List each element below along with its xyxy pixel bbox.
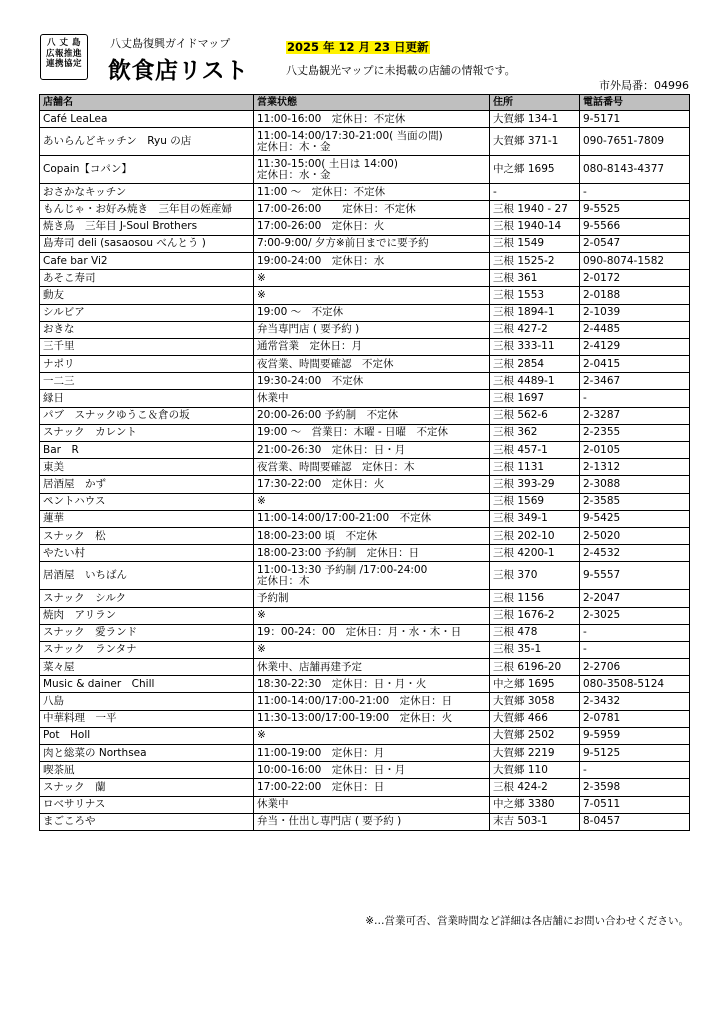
table-row xyxy=(40,693,690,710)
cell-address: 中之郷 1695 xyxy=(490,156,580,184)
cell-phone: 080-8143-4377 xyxy=(580,156,690,184)
cell-phone: 2-0105 xyxy=(580,442,690,459)
cell-store-name: スナック 愛ランド xyxy=(40,624,254,641)
cell-status: 11:00-14:00/17:00-21:00 不定休 xyxy=(254,510,490,527)
cell-store-name: Bar R xyxy=(40,442,254,459)
cell-phone: 2-0415 xyxy=(580,356,690,373)
cell-address: 大賀郷 110 xyxy=(490,762,580,779)
cell-store-name: やたい村 xyxy=(40,545,254,562)
cell-phone: 2-5020 xyxy=(580,527,690,544)
cell-store-name: あそこ寿司 xyxy=(40,270,254,287)
cell-status: 19:00-24:00 定休日：水 xyxy=(254,252,490,269)
cell-status: ※ xyxy=(254,287,490,304)
cell-store-name: 蓮華 xyxy=(40,510,254,527)
table-row xyxy=(40,476,690,493)
table-row xyxy=(40,710,690,727)
badge-line: 広報推進 xyxy=(45,48,82,59)
table-row xyxy=(40,745,690,762)
cell-phone: 2-3598 xyxy=(580,779,690,796)
cell-address: 三根 424-2 xyxy=(490,779,580,796)
cell-phone: 2-1312 xyxy=(580,459,690,476)
cell-phone: 2-0172 xyxy=(580,270,690,287)
cell-status: 11:00-19:00 定休日：月 xyxy=(254,745,490,762)
cell-store-name: 居酒屋 いちばん xyxy=(40,562,254,590)
cell-phone: 090-8074-1582 xyxy=(580,252,690,269)
table-header-row xyxy=(40,95,690,111)
badge-line: 連携協定 xyxy=(45,59,82,69)
cell-status: 11:00 ～ 定休日：不定休 xyxy=(254,184,490,201)
cell-status: 19：00-24：00 定休日：月・水・木・日 xyxy=(254,624,490,641)
header-status: 営業状態 xyxy=(254,95,490,111)
table-row xyxy=(40,676,690,693)
cell-address: 三根 393-29 xyxy=(490,476,580,493)
cell-phone: 2-4485 xyxy=(580,321,690,338)
cell-status: 7:00-9:00/ 夕方※前日までに要予約 xyxy=(254,235,490,252)
cell-status: ※ xyxy=(254,727,490,744)
cell-address: 三根 562-6 xyxy=(490,407,580,424)
cell-store-name: 動友 xyxy=(40,287,254,304)
cell-address: 大賀郷 3058 xyxy=(490,693,580,710)
cell-address: 三根 349-1 xyxy=(490,510,580,527)
cell-address: 三根 6196-20 xyxy=(490,659,580,676)
cell-status: 18:00-23:00 頃 不定休 xyxy=(254,527,490,544)
cell-store-name: ロベサリナス xyxy=(40,796,254,813)
table-row xyxy=(40,459,690,476)
cell-store-name: 焼き鳥 三年目 J-Soul Brothers xyxy=(40,218,254,235)
cell-store-name: スナック 蘭 xyxy=(40,779,254,796)
page-title: 飲食店リスト xyxy=(108,58,249,84)
cell-store-name: 東美 xyxy=(40,459,254,476)
cell-phone: 9-5425 xyxy=(580,510,690,527)
cell-phone: 2-4129 xyxy=(580,338,690,355)
cell-status: 11:00-13:30 予約制 /17:00-24:00 定休日：木 xyxy=(254,562,490,590)
cell-phone: - xyxy=(580,184,690,201)
table-row xyxy=(40,813,690,830)
cell-status: 11:00-14:00/17:00-21:00 定休日：日 xyxy=(254,693,490,710)
table-row xyxy=(40,796,690,813)
cell-address: 三根 1553 xyxy=(490,287,580,304)
cell-address: 中之郷 1695 xyxy=(490,676,580,693)
cell-store-name: 居酒屋 かず xyxy=(40,476,254,493)
cell-phone: 080-3508-5124 xyxy=(580,676,690,693)
table-row xyxy=(40,779,690,796)
cell-address: 三根 1676-2 xyxy=(490,607,580,624)
cell-store-name: 中華料理 一平 xyxy=(40,710,254,727)
cell-store-name: あいらんどキッチン Ryu の店 xyxy=(40,128,254,156)
table-row xyxy=(40,304,690,321)
cell-address: 三根 1525-2 xyxy=(490,252,580,269)
cell-phone: 9-5171 xyxy=(580,111,690,128)
cell-phone: 2-3287 xyxy=(580,407,690,424)
cell-status: 18:30-22:30 定休日：日・月・火 xyxy=(254,676,490,693)
cell-phone: 2-0188 xyxy=(580,287,690,304)
cell-store-name: 肉と総菜の Northsea xyxy=(40,745,254,762)
table-row xyxy=(40,493,690,510)
header-store-name: 店舗名 xyxy=(40,95,254,111)
table-row xyxy=(40,201,690,218)
cell-store-name: Copain【コパン】 xyxy=(40,156,254,184)
cell-status: 17:00-26:00 定休日：不定休 xyxy=(254,201,490,218)
cell-phone: 8-0457 xyxy=(580,813,690,830)
cell-phone: 9-5525 xyxy=(580,201,690,218)
cell-store-name: まごころや xyxy=(40,813,254,830)
cell-status: 19:30-24:00 不定休 xyxy=(254,373,490,390)
table-row xyxy=(40,607,690,624)
cell-store-name: 一二三 xyxy=(40,373,254,390)
cell-store-name: 菜々屋 xyxy=(40,659,254,676)
cell-status: 11:00-16:00 定休日：不定休 xyxy=(254,111,490,128)
cell-status: 17:00-22:00 定休日：日 xyxy=(254,779,490,796)
cell-store-name: パブ スナックゆうこ＆倉の坂 xyxy=(40,407,254,424)
table-row xyxy=(40,356,690,373)
cell-phone: - xyxy=(580,390,690,407)
cell-phone: 9-5125 xyxy=(580,745,690,762)
cell-store-name: ペントハウス xyxy=(40,493,254,510)
table-row xyxy=(40,128,690,156)
cell-phone: - xyxy=(580,641,690,658)
cell-status: ※ xyxy=(254,270,490,287)
table-row xyxy=(40,510,690,527)
cell-store-name: Café LeaLea xyxy=(40,111,254,128)
cell-status: 10:00-16:00 定休日：日・月 xyxy=(254,762,490,779)
table-row xyxy=(40,762,690,779)
table-row xyxy=(40,727,690,744)
cell-address: 三根 35-1 xyxy=(490,641,580,658)
cell-store-name: ナポリ xyxy=(40,356,254,373)
table-row xyxy=(40,590,690,607)
cell-address: 三根 1697 xyxy=(490,390,580,407)
table-row xyxy=(40,545,690,562)
cell-address: 三根 1894-1 xyxy=(490,304,580,321)
table-row xyxy=(40,218,690,235)
cell-store-name: スナック 松 xyxy=(40,527,254,544)
table-row xyxy=(40,235,690,252)
footnote: ※…営業可否、営業時間など詳細は各店舗にお問い合わせください。 xyxy=(365,915,689,927)
cell-phone: - xyxy=(580,624,690,641)
cell-store-name: スナック カレント xyxy=(40,424,254,441)
cell-store-name: Music & dainer Chill xyxy=(40,676,254,693)
agreement-badge xyxy=(40,34,88,80)
table-row xyxy=(40,321,690,338)
cell-status: 夜営業、時間要確認 不定休 xyxy=(254,356,490,373)
cell-store-name: 三千里 xyxy=(40,338,254,355)
header-address: 住所 xyxy=(490,95,580,111)
area-code: 市外局番：04996 xyxy=(599,79,689,92)
update-date: 2025 年 12 月 23 日更新 xyxy=(287,40,429,54)
cell-address: 三根 457-1 xyxy=(490,442,580,459)
table-row xyxy=(40,338,690,355)
cell-store-name: 島寿司 deli (sasaosou べんとう ) xyxy=(40,235,254,252)
cell-phone: 2-0547 xyxy=(580,235,690,252)
cell-address: 三根 2854 xyxy=(490,356,580,373)
cell-phone: 2-3467 xyxy=(580,373,690,390)
cell-status: 11:00-14:00/17:30-21:00( 当面の間) 定休日：木・金 xyxy=(254,128,490,156)
cell-status: 18:00-23:00 予約制 定休日：日 xyxy=(254,545,490,562)
cell-store-name: 喫茶凪 xyxy=(40,762,254,779)
cell-status: ※ xyxy=(254,493,490,510)
cell-phone: 2-0781 xyxy=(580,710,690,727)
cell-address: 大賀郷 466 xyxy=(490,710,580,727)
table-row xyxy=(40,527,690,544)
cell-address: 大賀郷 134-1 xyxy=(490,111,580,128)
cell-address: 三根 361 xyxy=(490,270,580,287)
cell-status: 予約制 xyxy=(254,590,490,607)
cell-address: 三根 1549 xyxy=(490,235,580,252)
cell-phone: 2-3088 xyxy=(580,476,690,493)
cell-phone: 2-2355 xyxy=(580,424,690,441)
cell-store-name: スナック シルク xyxy=(40,590,254,607)
cell-status: 弁当専門店 ( 要予約 ) xyxy=(254,321,490,338)
cell-address: 三根 4200-1 xyxy=(490,545,580,562)
cell-status: 通常営業 定休日：月 xyxy=(254,338,490,355)
table-row xyxy=(40,156,690,184)
cell-status: 夜営業、時間要確認 定休日：木 xyxy=(254,459,490,476)
cell-status: 弁当・仕出し専門店 ( 要予約 ) xyxy=(254,813,490,830)
cell-address: 大賀郷 2219 xyxy=(490,745,580,762)
cell-store-name: スナック ランタナ xyxy=(40,641,254,658)
cell-address: 三根 1940-14 xyxy=(490,218,580,235)
cell-status: 21:00-26:30 定休日：日・月 xyxy=(254,442,490,459)
cell-phone: 9-5566 xyxy=(580,218,690,235)
cell-address: 三根 1156 xyxy=(490,590,580,607)
table-row xyxy=(40,641,690,658)
cell-status: 17:00-26:00 定休日：火 xyxy=(254,218,490,235)
list-description: 八丈島観光マップに未掲載の店舗の情報です。 xyxy=(286,64,516,77)
cell-store-name: Cafe bar Vi2 xyxy=(40,252,254,269)
cell-phone: 2-2047 xyxy=(580,590,690,607)
cell-status: 20:00-26:00 予約制 不定休 xyxy=(254,407,490,424)
badge-line: 八 丈 島 xyxy=(47,38,81,48)
cell-status: ※ xyxy=(254,641,490,658)
cell-address: 三根 1940 - 27 xyxy=(490,201,580,218)
cell-phone: 2-3025 xyxy=(580,607,690,624)
table-row xyxy=(40,252,690,269)
cell-address: 三根 478 xyxy=(490,624,580,641)
cell-store-name: シルビア xyxy=(40,304,254,321)
cell-store-name: もんじゃ・お好み焼き 三年目の姪産婦 xyxy=(40,201,254,218)
cell-phone: - xyxy=(580,762,690,779)
cell-phone: 2-3432 xyxy=(580,693,690,710)
cell-store-name: おきな xyxy=(40,321,254,338)
table-row xyxy=(40,373,690,390)
table-row xyxy=(40,562,690,590)
cell-phone: 7-0511 xyxy=(580,796,690,813)
table-row xyxy=(40,111,690,128)
cell-status: 11:30-15:00( 土日は 14:00) 定休日：水・金 xyxy=(254,156,490,184)
cell-address: 三根 427-2 xyxy=(490,321,580,338)
cell-address: 中之郷 3380 xyxy=(490,796,580,813)
cell-status: 休業中 xyxy=(254,390,490,407)
table-row xyxy=(40,442,690,459)
cell-address: 三根 202-10 xyxy=(490,527,580,544)
cell-phone: 090-7651-7809 xyxy=(580,128,690,156)
cell-store-name: Pot Holl xyxy=(40,727,254,744)
cell-address: 三根 1569 xyxy=(490,493,580,510)
cell-status: 19:00 ～ 営業日：木曜 - 日曜 不定休 xyxy=(254,424,490,441)
cell-address: 三根 1131 xyxy=(490,459,580,476)
header-phone: 電話番号 xyxy=(580,95,690,111)
guide-map-subtitle: 八丈島復興ガイドマップ xyxy=(110,37,231,50)
cell-address: 三根 333-11 xyxy=(490,338,580,355)
cell-store-name: 八島 xyxy=(40,693,254,710)
table-row xyxy=(40,407,690,424)
restaurant-table xyxy=(39,94,690,831)
cell-address: 大賀郷 371-1 xyxy=(490,128,580,156)
table-row xyxy=(40,390,690,407)
table-row xyxy=(40,184,690,201)
cell-phone: 2-3585 xyxy=(580,493,690,510)
cell-status: 休業中、店舗再建予定 xyxy=(254,659,490,676)
cell-address: 末吉 503-1 xyxy=(490,813,580,830)
cell-status: 17:30-22:00 定休日：火 xyxy=(254,476,490,493)
cell-status: 11:30-13:00/17:00-19:00 定休日：火 xyxy=(254,710,490,727)
cell-address: 三根 4489-1 xyxy=(490,373,580,390)
cell-address: 三根 362 xyxy=(490,424,580,441)
cell-address: 三根 370 xyxy=(490,562,580,590)
cell-store-name: おさかなキッチン xyxy=(40,184,254,201)
table-row xyxy=(40,424,690,441)
cell-phone: 9-5557 xyxy=(580,562,690,590)
cell-status: 19:00 ～ 不定休 xyxy=(254,304,490,321)
table-row xyxy=(40,659,690,676)
cell-phone: 2-4532 xyxy=(580,545,690,562)
table-row xyxy=(40,624,690,641)
cell-address: 大賀郷 2502 xyxy=(490,727,580,744)
cell-status: 休業中 xyxy=(254,796,490,813)
cell-store-name: 縁日 xyxy=(40,390,254,407)
cell-status: ※ xyxy=(254,607,490,624)
cell-phone: 2-2706 xyxy=(580,659,690,676)
cell-store-name: 焼肉 アリラン xyxy=(40,607,254,624)
cell-phone: 9-5959 xyxy=(580,727,690,744)
table-row xyxy=(40,270,690,287)
cell-address: - xyxy=(490,184,580,201)
table-row xyxy=(40,287,690,304)
cell-phone: 2-1039 xyxy=(580,304,690,321)
